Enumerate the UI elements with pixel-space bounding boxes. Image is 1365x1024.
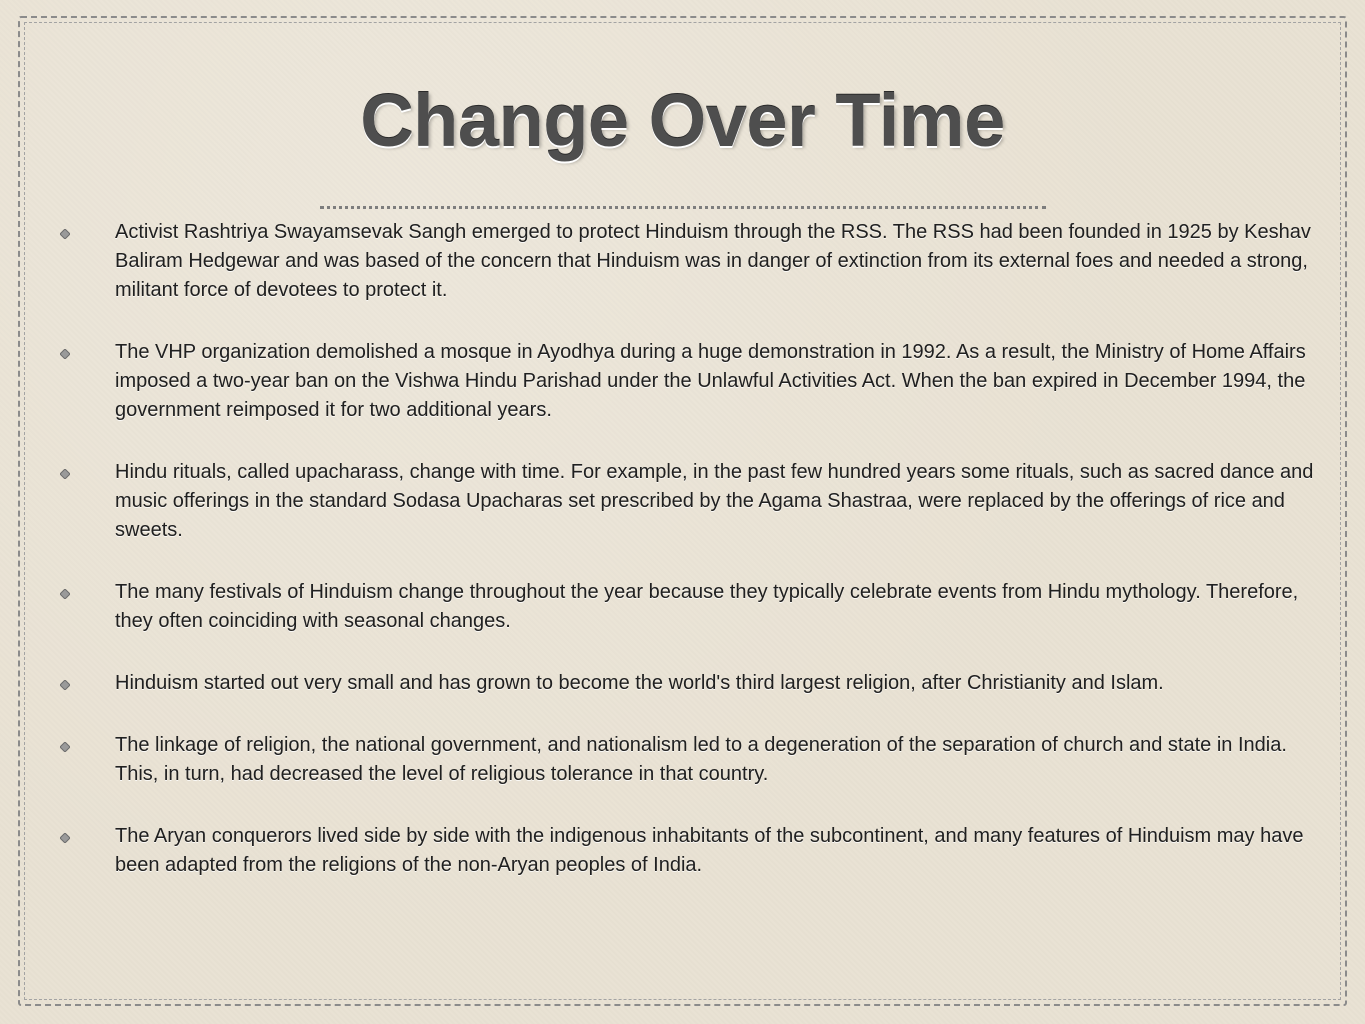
bullet-list: [60, 218, 1320, 913]
slide-title: Change Over Time: [360, 79, 1005, 162]
bullet-text: Hindu rituals, called upacharass, change with time. For example, in the past few hundred years some rituals, such as sacred dance and music offerings in the standard Sodasa Upacharas set prescribed by the Agama Shastraa, were replaced by the offerings of rice and sweets.: [115, 461, 1314, 541]
title-divider: [320, 206, 1046, 209]
bullet-item: [60, 218, 1320, 305]
bullet-item: [60, 578, 1320, 636]
bullet-item: [60, 731, 1320, 789]
diamond-bullet-icon: [60, 469, 70, 479]
bullet-text: The many festivals of Hinduism change throughout the year because they typically celebrate events from Hindu mythology. Therefore, they often coinciding with seasonal changes.: [115, 581, 1299, 632]
diamond-bullet-icon: [60, 742, 70, 752]
bullet-text: The linkage of religion, the national government, and nationalism led to a degeneration of the separation of church and state in India. This, in turn, had decreased the level of religious tolerance in that country.: [115, 734, 1287, 785]
diamond-bullet-icon: [60, 680, 70, 690]
bullet-text: Activist Rashtriya Swayamsevak Sangh emerged to protect Hinduism through the RSS. The RSS had been founded in 1925 by Keshav Baliram Hedgewar and was based of the concern that Hinduism was in danger of extinction from its external foes and needed a strong, militant force of devotees to protect it.: [115, 221, 1311, 301]
bullet-text: The VHP organization demolished a mosque in Ayodhya during a huge demonstration in 1992. As a result, the Ministry of Home Affairs imposed a two-year ban on the Vishwa Hindu Parishad under the Unlawful Activities Act. When the ban expired in December 1994, the government reimposed it for two additional years.: [115, 341, 1306, 421]
bullet-item: [60, 458, 1320, 545]
bullet-text: Hinduism started out very small and has grown to become the world's third largest religion, after Christianity and Islam.: [115, 672, 1164, 694]
diamond-bullet-icon: [60, 833, 70, 843]
bullet-item: [60, 822, 1320, 880]
diamond-bullet-icon: [60, 589, 70, 599]
diamond-bullet-icon: [60, 349, 70, 359]
bullet-text: The Aryan conquerors lived side by side with the indigenous inhabitants of the subcontinent, and many features of Hinduism may have been adapted from the religions of the non-Aryan peoples of India.: [115, 825, 1304, 876]
diamond-bullet-icon: [60, 229, 70, 239]
bullet-item: [60, 669, 1320, 698]
bullet-item: [60, 338, 1320, 425]
